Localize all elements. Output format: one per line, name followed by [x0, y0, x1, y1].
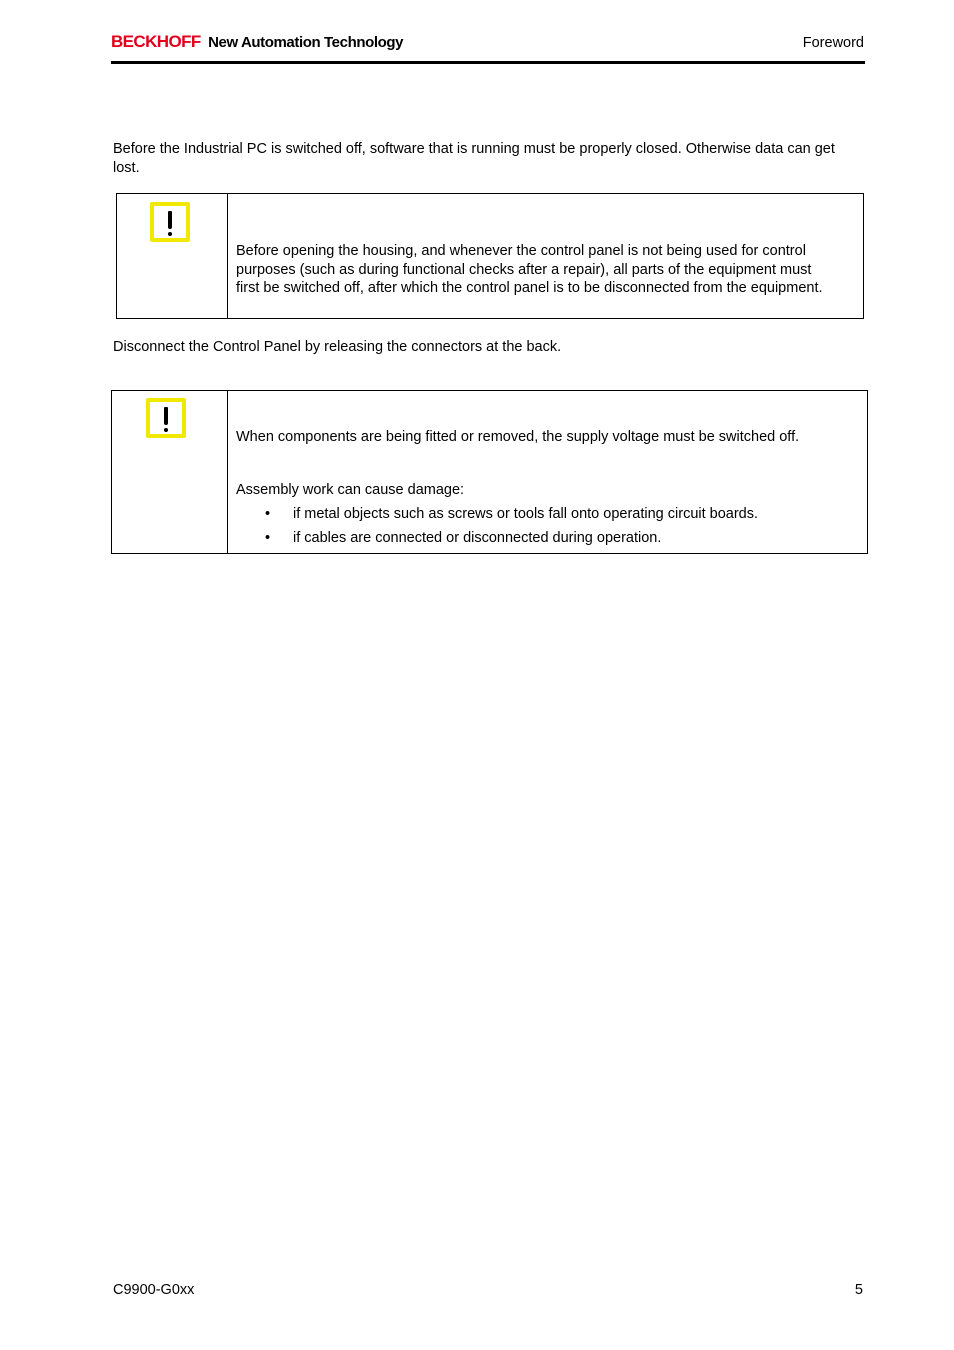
bullet-icon: • — [265, 506, 271, 522]
list-item — [236, 529, 856, 548]
brand-tagline: New Automation Technology — [208, 34, 404, 51]
brand-logo — [111, 32, 403, 52]
warning-notice-housing — [116, 193, 864, 319]
section-title: Foreword — [802, 35, 864, 51]
notice-text-voltage: When components are being fitted or removed, the supply voltage must be switched off. — [236, 429, 800, 445]
exclamation-warning-icon — [146, 398, 186, 438]
header-divider — [111, 61, 865, 64]
page-header — [111, 30, 865, 66]
notice-text: Before opening the housing, and whenever the control panel is not being used for control purposes (such as during functional checks after a repair), all parts of the equipment must first be switched off, after which the control panel is to be disconnected from the equipment. — [236, 243, 823, 296]
exclamation-warning-icon — [150, 202, 190, 242]
list-item-text: if cables are connected or disconnected during operation. — [293, 530, 662, 546]
warning-notice-assembly — [111, 390, 868, 554]
list-item-text: if metal objects such as screws or tools fall onto operating circuit boards. — [293, 506, 759, 522]
brand-name: BECKHOFF — [111, 32, 201, 51]
paragraph-shutdown: Before the Industrial PC is switched off, software that is running must be properly closed. Otherwise data can get lost. — [113, 141, 835, 176]
notice-text-damage: Assembly work can cause damage: — [236, 482, 465, 498]
bullet-icon: • — [265, 530, 271, 546]
document-id: C9900-G0xx — [113, 1282, 195, 1298]
paragraph-disconnect: Disconnect the Control Panel by releasing the connectors at the back. — [113, 339, 562, 355]
notice-divider — [227, 391, 228, 553]
page-number: 5 — [854, 1282, 863, 1298]
notice-divider — [227, 194, 228, 318]
damage-causes-list — [236, 505, 856, 553]
list-item — [236, 505, 856, 524]
